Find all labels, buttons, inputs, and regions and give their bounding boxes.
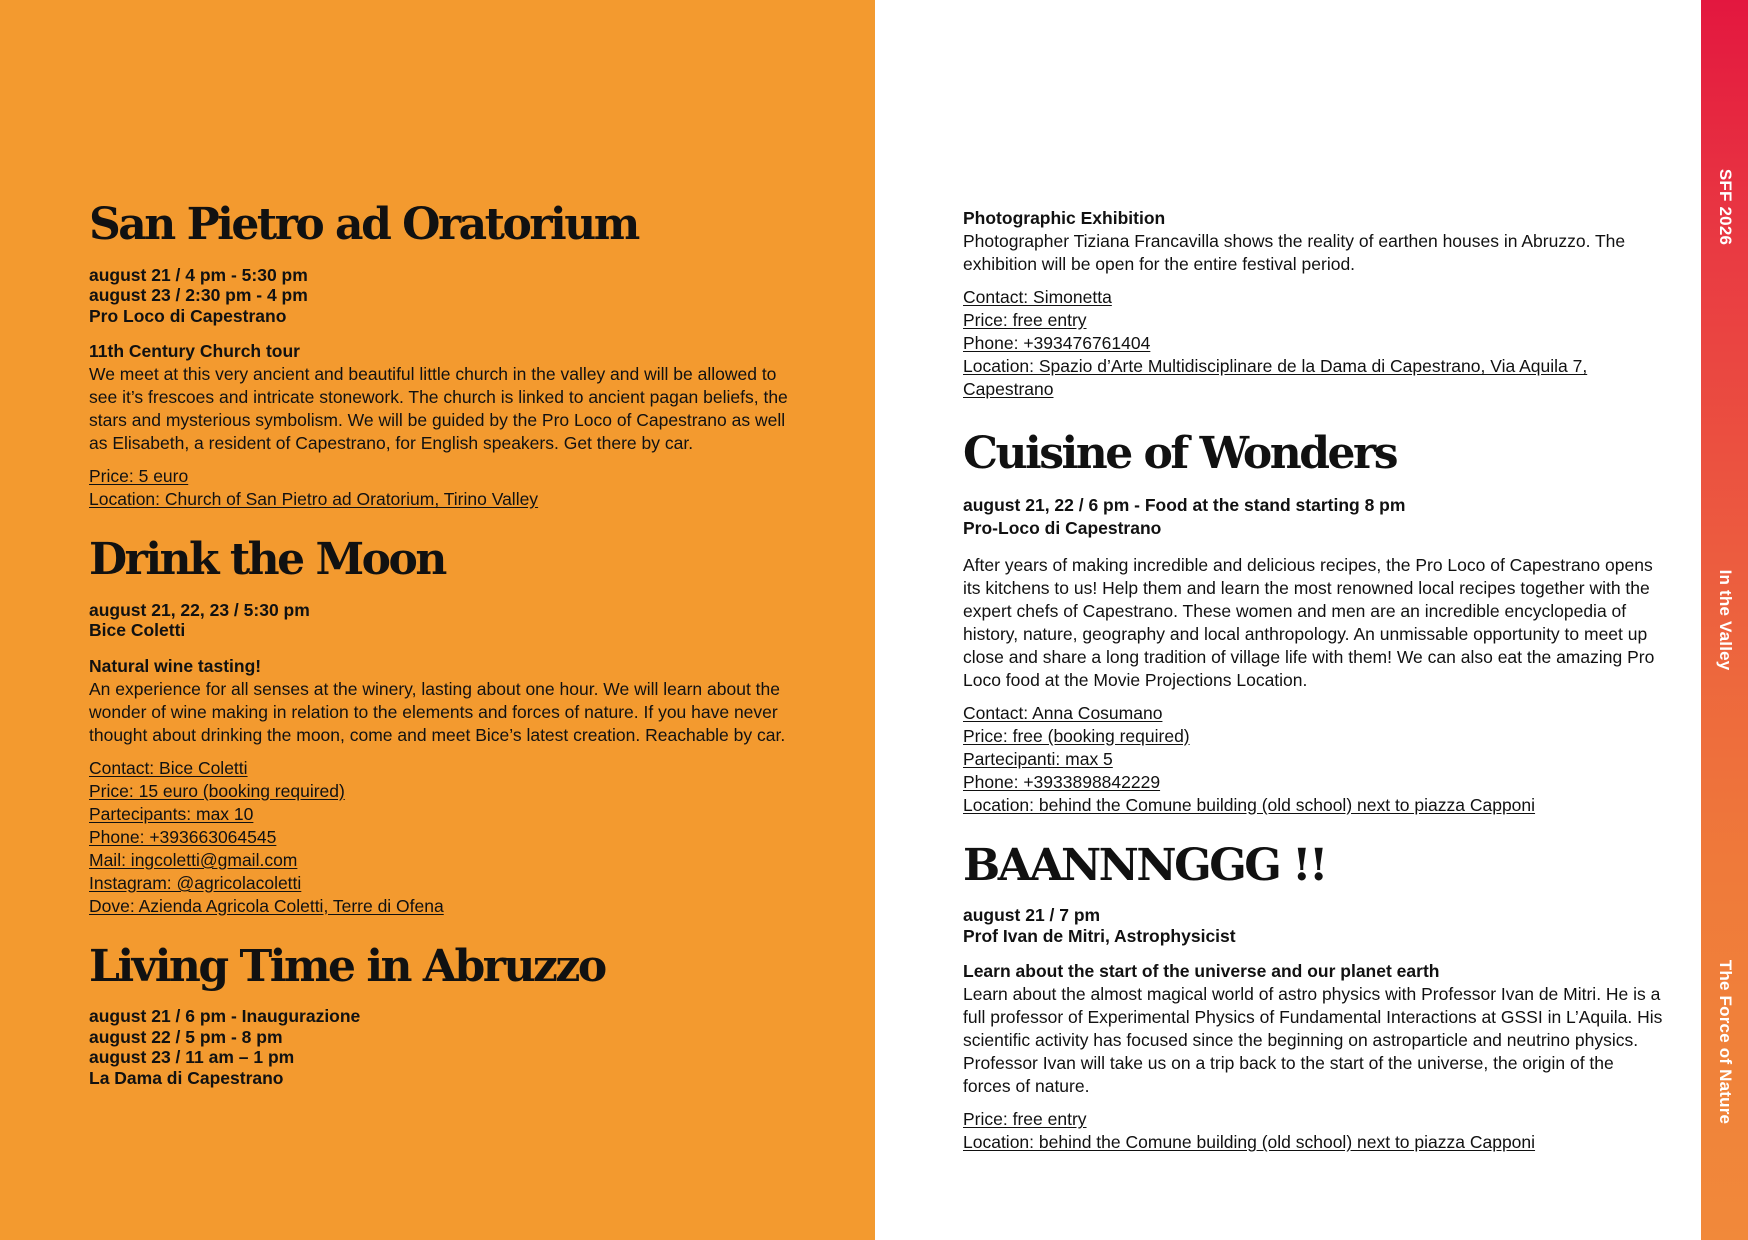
contact-link[interactable]: Contact: Anna Cosumano (963, 702, 1163, 723)
event-info-links (89, 757, 789, 918)
phone-link[interactable]: Phone: +393663064545 (89, 826, 277, 847)
event-schedule (89, 600, 789, 641)
left-column (89, 200, 789, 1112)
event-description: We meet at this very ancient and beautiful little church in the valley and will be allowed to see it’s frescoes and intricate stonework. The church is linked to ancient pagan beliefs, the stars and mysterious symbolism. We will be guided by the Pro Loco of Capestrano as well as Elisabeth, a resident of Capestrano, for English speakers. Get there by car. (89, 364, 788, 454)
event-host: Pro Loco di Capestrano (89, 305, 287, 326)
event-description: Learn about the almost magical world of astro physics with Professor Ivan de Mitri. He is a full professor of Experimental Physics of Fundamental Interactions at GSSI in L’Aquila. His scientific activity has focused since the beginning on astroparticle and neutrino physics. Professor Ivan will take us on a trip back to the start of the universe, the origin of the forces of nature. (963, 984, 1663, 1097)
event-schedule (89, 265, 789, 327)
event-info-links (963, 1108, 1663, 1154)
schedule-line: august 23 / 11 am – 1 pm (89, 1047, 295, 1068)
event-description: After years of making incredible and delicious recipes, the Pro Loco of Capestrano opens its kitchens to us! Help them and learn the most renowned local recipes together with the expert chefs of Capestrano. These women and men are an incredible encyclopedia of history, nature, geography and local anthropology. An unmissable opportunity to meet up close and share a long tradition of village life with them! We can also eat the amazing Pro Loco food at the Movie Projections Location. (963, 554, 1655, 690)
event-schedule (963, 494, 1663, 540)
participants-link[interactable]: Partecipanti: max 5 (963, 748, 1113, 769)
event-subtitle: 11th Century Church tour (89, 341, 300, 362)
location-link[interactable]: Location: behind the Comune building (old school) next to piazza Capponi (963, 794, 1536, 815)
event-living-time (89, 942, 789, 1089)
strip-label-text: SFF 2026 (1715, 168, 1735, 246)
event-drink-the-moon (89, 535, 789, 918)
strip-label-text: In the Valley (1715, 569, 1735, 671)
event-info-links (963, 286, 1663, 401)
event-info-links (89, 465, 789, 511)
schedule-line: august 21 / 7 pm (963, 905, 1101, 926)
schedule-line: august 21, 22 / 6 pm - Food at the stand starting 8 pm (963, 494, 1406, 515)
price-link[interactable]: Price: free entry (963, 310, 1087, 330)
contact-link[interactable]: Contact: Bice Coletti (89, 757, 248, 778)
mail-link[interactable]: Mail: ingcoletti@gmail.com (89, 849, 298, 870)
instagram-link[interactable]: Instagram: @agricolacoletti (89, 872, 302, 893)
event-title: Cuisine of Wonders (963, 428, 1396, 479)
contact-link[interactable]: Contact: Simonetta (963, 287, 1112, 307)
location-link[interactable]: Location: Spazio d’Arte Multidisciplinare de la Dama di Capestrano, Via Aquila 7, Capestrano (963, 356, 1588, 399)
schedule-line: august 23 / 2:30 pm - 4 pm (89, 285, 308, 306)
event-info-links (963, 702, 1663, 817)
event-subtitle: Natural wine tasting! (89, 655, 262, 676)
event-title: San Pietro ad Oratorium (89, 199, 638, 250)
event-schedule (89, 1006, 789, 1088)
schedule-line: august 21, 22, 23 / 5:30 pm (89, 599, 310, 620)
location-link[interactable]: Location: Church of San Pietro ad Oratorium, Tirino Valley (89, 489, 539, 510)
price-link[interactable]: Price: 5 euro (89, 466, 189, 487)
event-host: Bice Coletti (89, 620, 186, 641)
location-link[interactable]: Dove: Azienda Agricola Coletti, Terre di Ofena (89, 895, 444, 916)
participants-link[interactable]: Partecipants: max 10 (89, 803, 254, 824)
schedule-line: august 22 / 5 pm - 8 pm (89, 1026, 283, 1047)
event-cuisine-of-wonders (963, 429, 1663, 817)
price-link[interactable]: Price: free (booking required) (963, 725, 1190, 746)
price-link[interactable]: Price: 15 euro (booking required) (89, 780, 345, 801)
event-description: Photographer Tiziana Francavilla shows the reality of earthen houses in Abruzzo. The exhibition will be open for the entire festival period. (963, 231, 1626, 274)
event-title: BAANNNGGG !! (963, 839, 1326, 891)
price-link[interactable]: Price: free entry (963, 1109, 1087, 1130)
event-baannnggg (963, 841, 1663, 1155)
strip-label-text: The Force of Nature (1715, 959, 1735, 1125)
schedule-line: august 21 / 4 pm - 5:30 pm (89, 264, 308, 285)
event-subtitle: Learn about the start of the universe and our planet earth (963, 961, 1440, 982)
event-host: Prof Ivan de Mitri, Astrophysicist (963, 925, 1236, 946)
event-title: Living Time in Abruzzo (89, 940, 605, 992)
event-subtitle: Photographic Exhibition (963, 208, 1166, 228)
location-link[interactable]: Location: behind the Comune building (old school) next to piazza Capponi (963, 1132, 1536, 1153)
schedule-line: august 21 / 6 pm - Inaugurazione (89, 1006, 361, 1027)
event-description: An experience for all senses at the winery, lasting about one hour. We will learn about the wonder of wine making in relation to the elements and forces of nature. If you have never thought about drinking the moon, come and meet Bice’s latest creation. Reachable by car. (89, 678, 786, 745)
side-strip (1701, 0, 1748, 1240)
event-san-pietro (89, 200, 789, 511)
event-photographic-exhibition (963, 207, 1663, 401)
phone-link[interactable]: Phone: +3933898842229 (963, 771, 1161, 792)
event-host: La Dama di Capestrano (89, 1067, 284, 1088)
event-title: Drink the Moon (89, 534, 445, 586)
right-column (963, 207, 1663, 1178)
event-schedule (963, 905, 1663, 946)
phone-link[interactable]: Phone: +393476761404 (963, 333, 1151, 353)
event-host: Pro-Loco di Capestrano (963, 517, 1162, 538)
